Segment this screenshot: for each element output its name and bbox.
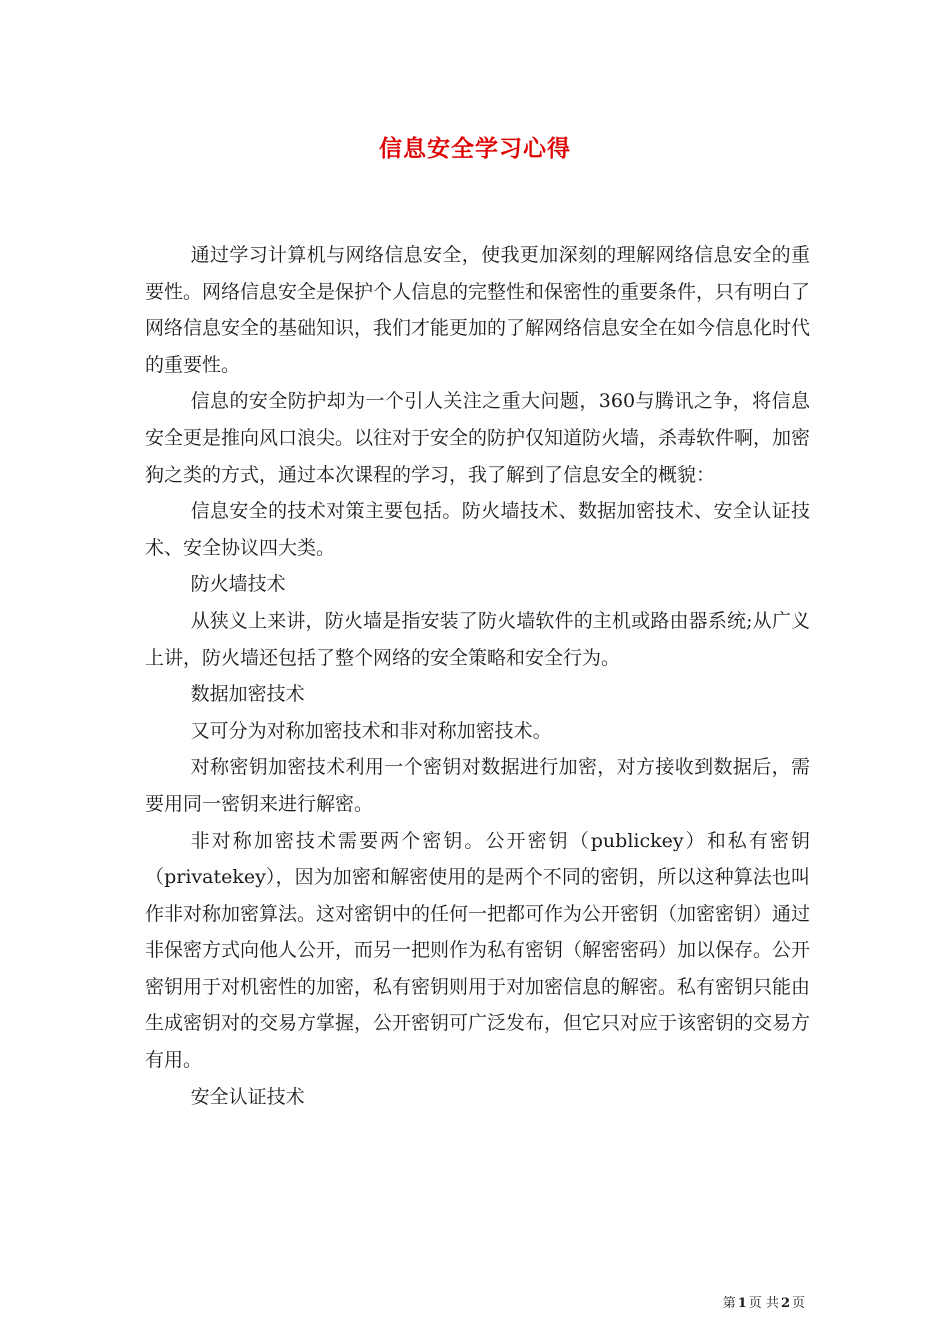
page-footer xyxy=(723,1292,805,1311)
footer-page-number: 1 xyxy=(737,1296,747,1311)
section-heading-authentication: 安全认证技术 xyxy=(190,1085,305,1108)
footer-suffix: 页 xyxy=(791,1296,805,1311)
paragraph-protection: 信息的安全防护却为一个引人关注之重大问题，360与腾讯之争，将信息安全更是推向风口浪尖。以往对于安全的防护仅知道防火墙，杀毒软件啊，加密狗之类的方式，通过本次课程的学习，我了解到了信息安全的概貌： xyxy=(145,390,811,486)
footer-prefix: 第 xyxy=(722,1296,736,1311)
paragraph-tech-measures: 信息安全的技术对策主要包括。防火墙技术、数据加密技术、安全认证技术、安全协议四大类。 xyxy=(145,500,810,559)
paragraph-symmetric: 对称密钥加密技术利用一个密钥对数据进行加密，对方接收到数据后，需要用同一密钥来进行解密。 xyxy=(145,756,810,815)
footer-middle: 页 共 xyxy=(748,1296,779,1311)
document-title: 信息安全学习心得 xyxy=(379,135,571,162)
section-heading-firewall: 防火墙技术 xyxy=(190,573,286,596)
paragraph-intro: 通过学习计算机与网络信息安全，使我更加深刻的理解网络信息安全的重要性。网络信息安全是保护个人信息的完整性和保密性的重要条件，只有明白了网络信息安全的基础知识，我们才能更加的了解网络信息安全在如今信息化时代的重要性。 xyxy=(145,244,811,376)
section-heading-encryption: 数据加密技术 xyxy=(190,683,305,706)
paragraph-encryption-types: 又可分为对称加密技术和非对称加密技术。 xyxy=(190,719,552,742)
footer-total-pages: 2 xyxy=(780,1296,790,1311)
paragraph-asymmetric: 非对称加密技术需要两个密钥。公开密钥（publickey）和私有密钥（privatekey），因为加密和解密使用的是两个不同的密钥，所以这种算法也叫作非对称加密算法。这对密钥中的任何一把都可作为公开密钥（加密密钥）通过非保密方式向他人公开，而另一把则作为私有密钥（解密密码）加以保存。公开密钥用于对机密性的加密，私有密钥则用于对加密信息的解密。私有密钥只能由生成密钥对的交易方掌握，公开密钥可广泛发布，但它只对应于该密钥的交易方有用。 xyxy=(145,829,811,1072)
paragraph-firewall: 从狭义上来讲，防火墙是指安装了防火墙软件的主机或路由器系统;从广义上讲，防火墙还包括了整个网络的安全策略和安全行为。 xyxy=(145,609,810,669)
document-body xyxy=(145,237,810,1115)
